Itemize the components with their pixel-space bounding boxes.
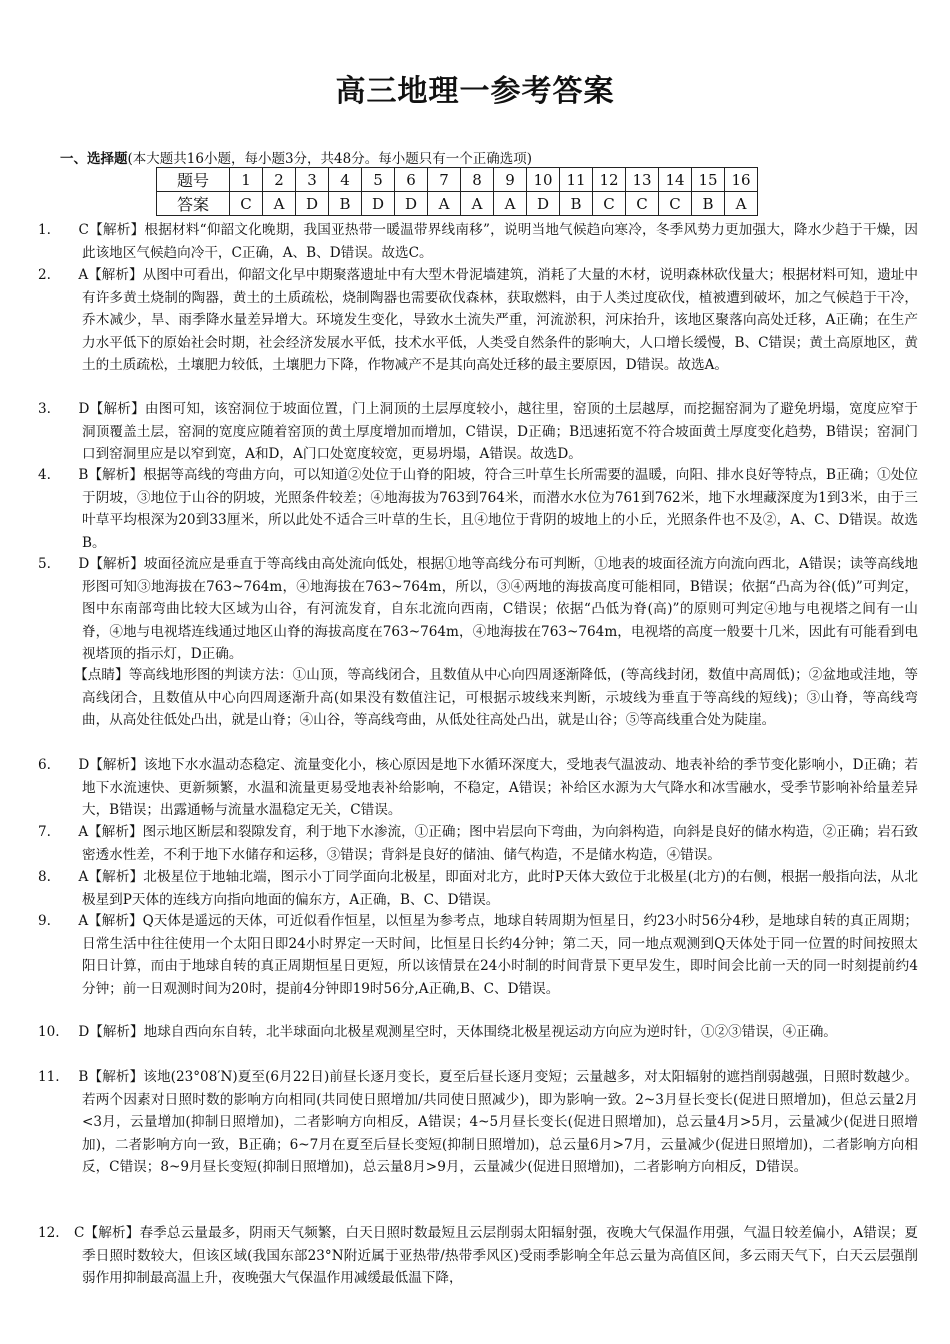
answer-item-1 xyxy=(38,219,919,264)
item-number: 8. xyxy=(38,869,51,885)
row-label-number: 题号 xyxy=(157,168,230,192)
question-number: 3 xyxy=(296,168,329,192)
item-number: 10. xyxy=(38,1024,60,1040)
answer-cell: C xyxy=(659,192,692,216)
item-number: 9. xyxy=(38,913,51,929)
item-number: 11. xyxy=(38,1069,60,1085)
item-number: 3. xyxy=(38,401,51,417)
item-text: D【解析】该地下水水温动态稳定、流量变化小，核心原因是地下水循环深度大，受地表气温波动、地表补给的季节变化影响小，D正确；若地下水流速快、更新频繁，水温和流量更易受地表补给影响，不稳定，A错误；补给区水源为大气降水和冰雪融水，受季节影响补给量差异大，B错误；出露通畅与流量水温稳定无关，C错误。 xyxy=(78,757,918,818)
row-label-answer: 答案 xyxy=(157,192,230,216)
question-number: 5 xyxy=(362,168,395,192)
answer-item-4 xyxy=(38,464,918,554)
answer-cell: A xyxy=(263,192,296,216)
answer-cell: D xyxy=(527,192,560,216)
question-number: 9 xyxy=(494,168,527,192)
answer-cell: A xyxy=(494,192,527,216)
table-row-answers xyxy=(157,192,758,216)
answer-cell: A xyxy=(725,192,758,216)
answer-cell: D xyxy=(395,192,428,216)
table-row-numbers xyxy=(157,168,758,192)
item-number: 7. xyxy=(38,824,51,840)
section-head: 一、选择题 xyxy=(60,151,128,167)
item-number: 12. xyxy=(38,1225,60,1241)
item-number: 2. xyxy=(38,267,51,283)
item-text: 【点睛】等高线地形图的判读方法：①山顶，等高线闭合，且数值从中心向四周逐渐降低，(等高线封闭，数值中高周低)；②盆地或洼地，等高线闭合，且数值从中心向四周逐渐升高(如果没有数值注记，可根据示坡线来判断，示坡线为垂直于等高线的短线)；③山脊，等高线弯曲，从高处往低处凸出，就是山脊；④山谷，等高线弯曲，从低处往高处凸出，就是山谷；⑤等高线重合处为陡崖。 xyxy=(74,667,918,728)
question-number: 11 xyxy=(560,168,593,192)
question-number: 13 xyxy=(626,168,659,192)
question-number: 14 xyxy=(659,168,692,192)
question-number: 8 xyxy=(461,168,494,192)
answer-item-10 xyxy=(38,1021,918,1044)
answer-item-8 xyxy=(38,866,918,911)
question-number: 7 xyxy=(428,168,461,192)
item-number: 1. xyxy=(38,222,51,238)
answer-cell: C xyxy=(230,192,263,216)
answer-item-6 xyxy=(38,754,918,822)
answer-item-3 xyxy=(38,398,918,466)
answer-cell: A xyxy=(428,192,461,216)
answer-cell: D xyxy=(296,192,329,216)
item-text: B【解析】根据等高线的弯曲方向，可以知道②处位于山脊的阳坡，符合三叶草生长所需要的温暖，向阳、排水良好等特点，B正确；①处位于阴坡，③地位于山谷的阴坡，光照条件较差；④地海拔为763到764米，而潜水水位为761到762米，地下水埋藏深度为1到3米，由于三叶草平均根深为20到33厘米，所以此处不适合三叶草的生长，且④地位于背阴的坡地上的小丘，光照条件也不及②，A、C、D错误。故选B。 xyxy=(78,467,918,551)
answer-cell: C xyxy=(593,192,626,216)
item-text: A【解析】北极星位于地轴北端，图示小丁同学面向北极星，即面对北方，此时P天体大致位于北极星(北方)的右侧，根据一般指向法，从北极星到P天体的连线方向指向地面的偏东方，A正确，B、C、D错误。 xyxy=(78,869,918,908)
answer-cell: A xyxy=(461,192,494,216)
question-number: 15 xyxy=(692,168,725,192)
answer-item-9 xyxy=(38,910,919,1000)
item-number: 4. xyxy=(38,467,51,483)
item-text: C【解析】春季总云量最多，阴雨天气频繁，白天日照时数最短且云层削弱太阳辐射强，夜晚大气保温作用强，气温日较差偏小，A错误；夏季日照时数较大，但该区域(我国东部23°N附近属于亚热带/热带季风区)受雨季影响全年总云量为高值区间，多云雨天气下，白天云层强削弱作用抑制最高温上升，夜晚强大气保温作用减缓最低温下降， xyxy=(74,1225,918,1286)
item-text: C【解析】根据材料“仰韶文化晚期，我国亚热带一暖温带界线南移”，说明当地气候趋向寒冷，冬季风势力更加强大，降水少趋于干燥，因此该地区气候趋向冷干，C正确，A、B、D错误。故选C。 xyxy=(78,222,919,261)
answer-item-11 xyxy=(38,1066,918,1179)
question-number: 1 xyxy=(230,168,263,192)
item-text: A【解析】图示地区断层和裂隙发育，利于地下水渗流，①正确；图中岩层向下弯曲，为向斜构造，向斜是良好的储水构造，②正确；岩石致密透水性差，不利于地下水储存和运移，③错误；背斜是良好的储油、储气构造，不是储水构造，④错误。 xyxy=(78,824,919,863)
item-number: 5. xyxy=(38,556,51,572)
question-number: 6 xyxy=(395,168,428,192)
answer-item-5 xyxy=(38,553,918,666)
answer-item-12 xyxy=(38,1222,918,1290)
answer-cell: B xyxy=(692,192,725,216)
answer-cell: B xyxy=(329,192,362,216)
answer-table xyxy=(156,167,758,216)
page-title: 高三地理一参考答案 xyxy=(335,74,615,109)
item-text: D【解析】地球自西向东自转，北半球面向北极星观测星空时，天体围绕北极星视运动方向应为逆时针，①②③错误，④正确。 xyxy=(78,1024,837,1040)
answer-item-5-tip xyxy=(60,664,918,732)
answer-cell: D xyxy=(362,192,395,216)
question-number: 10 xyxy=(527,168,560,192)
answer-cell: C xyxy=(626,192,659,216)
question-number: 4 xyxy=(329,168,362,192)
question-number: 16 xyxy=(725,168,758,192)
item-text: A【解析】从图中可看出，仰韶文化早中期聚落遗址中有大型木骨泥墙建筑，消耗了大量的木材，说明森林砍伐量大；根据材料可知，遗址中有许多黄土烧制的陶器，黄土的土质疏松，烧制陶器也需要砍伐森林，获取燃料，由于人类过度砍伐，植被遭到破坏，加之气候趋于干冷，乔木减少，旱、雨季降水量差异增大。环境发生变化，导致水土流失严重，河流淤积，河床抬升，该地区聚落向高处迁移，A正确；在生产力水平低下的原始社会时期，社会经济发展水平低，技术水平低，人类受自然条件的影响大，人口增长缓慢，B、C错误；黄土高原地区，黄土的土质疏松，土壤肥力较低，土壤肥力下降，作物减产不是其向高处迁移的最主要原因，D错误。故选A。 xyxy=(78,267,919,373)
item-text: B【解析】该地(23°08′N)夏至(6月22日)前昼长逐月变长，夏至后昼长逐月变短；云量越多，对太阳辐射的遮挡削弱越强，日照时数越少。若两个因素对日照时数的影响方向相同(共同使日照增加/共同使日照减少)，即为影响一致。2~3月昼长变长(促进日照增加)，但总云量2月<3月，云量增加(抑制日照增加)，二者影响方向相反，A错误；4~5月昼长变长(促进日照增加)，总云量4月>5月，云量减少(促进日照增加)，二者影响方向一致，B正确；6~7月在夏至后昼长变短(抑制日照增加)，总云量6月>7月，云量减少(促进日照增加)，二者影响方向相反，C错误；8~9月昼长变短(抑制日照增加)，总云量8月>9月，云量减少(促进日照增加)，二者影响方向相反，D错误。 xyxy=(78,1069,918,1175)
section-note: (本大题共16小题，每小题3分，共48分。每小题只有一个正确选项) xyxy=(127,151,532,167)
question-number: 2 xyxy=(263,168,296,192)
item-text: D【解析】由图可知，该窑洞位于坡面位置，门上洞顶的土层厚度较小，越往里，窑顶的土层越厚，而挖掘窑洞为了避免坍塌，宽度应窄于洞顶覆盖土层，窑洞的宽度应随着窑顶的黄土厚度增加而增加，C错误，D正确；B迅速拓宽不符合坡面黄土厚度变化趋势，B错误；窑洞门口到窑洞里应是以窄到宽，A和D，A门口处宽度较宽，更易坍塌，A错误。故选D。 xyxy=(78,401,918,462)
item-text: A【解析】Q天体是遥远的天体，可近似看作恒星，以恒星为参考点，地球自转周期为恒星日，约23小时56分4秒，是地球自转的真正周期；日常生活中往往使用一个太阳日即24小时界定一天时间，比恒星日长约4分钟；第二天，同一地点观测到Q天体处于同一位置的时间按照太阳日计算，而由于地球自转的真正周期恒星日更短，所以该情景在24小时制的时间背景下更早发生，即时间会比前一天的同一时刻提前约4分钟；前一日观测时间为20时，提前4分钟即19时56分,A正确,B、C、D错误。 xyxy=(78,913,919,997)
question-number: 12 xyxy=(593,168,626,192)
answer-cell: B xyxy=(560,192,593,216)
item-text: D【解析】坡面径流应是垂直于等高线由高处流向低处，根据①地等高线分布可判断，①地表的坡面径流方向流向西北，A错误；读等高线地形图可知③地海拔在763~764m，④地海拔在763~764m，所以，③④两地的海拔高度可能相同，B错误；依据“凸高为谷(低)”可判定，图中东南部弯曲比较大区域为山谷，有河流发育，自东北流向西南，C错误；依据“凸低为脊(高)”的原则可判定④地与电视塔之间有一山脊，④地与电视塔连线通过地区山脊的海拔高度在763~764m，④地海拔在763~764m，电视塔的高度一般要十几米，因此有可能看到电视塔顶的指示灯，D正确。 xyxy=(78,556,918,662)
section-heading xyxy=(60,147,532,167)
item-number: 6. xyxy=(38,757,51,773)
answer-item-2 xyxy=(38,264,919,377)
answer-item-7 xyxy=(38,821,919,866)
